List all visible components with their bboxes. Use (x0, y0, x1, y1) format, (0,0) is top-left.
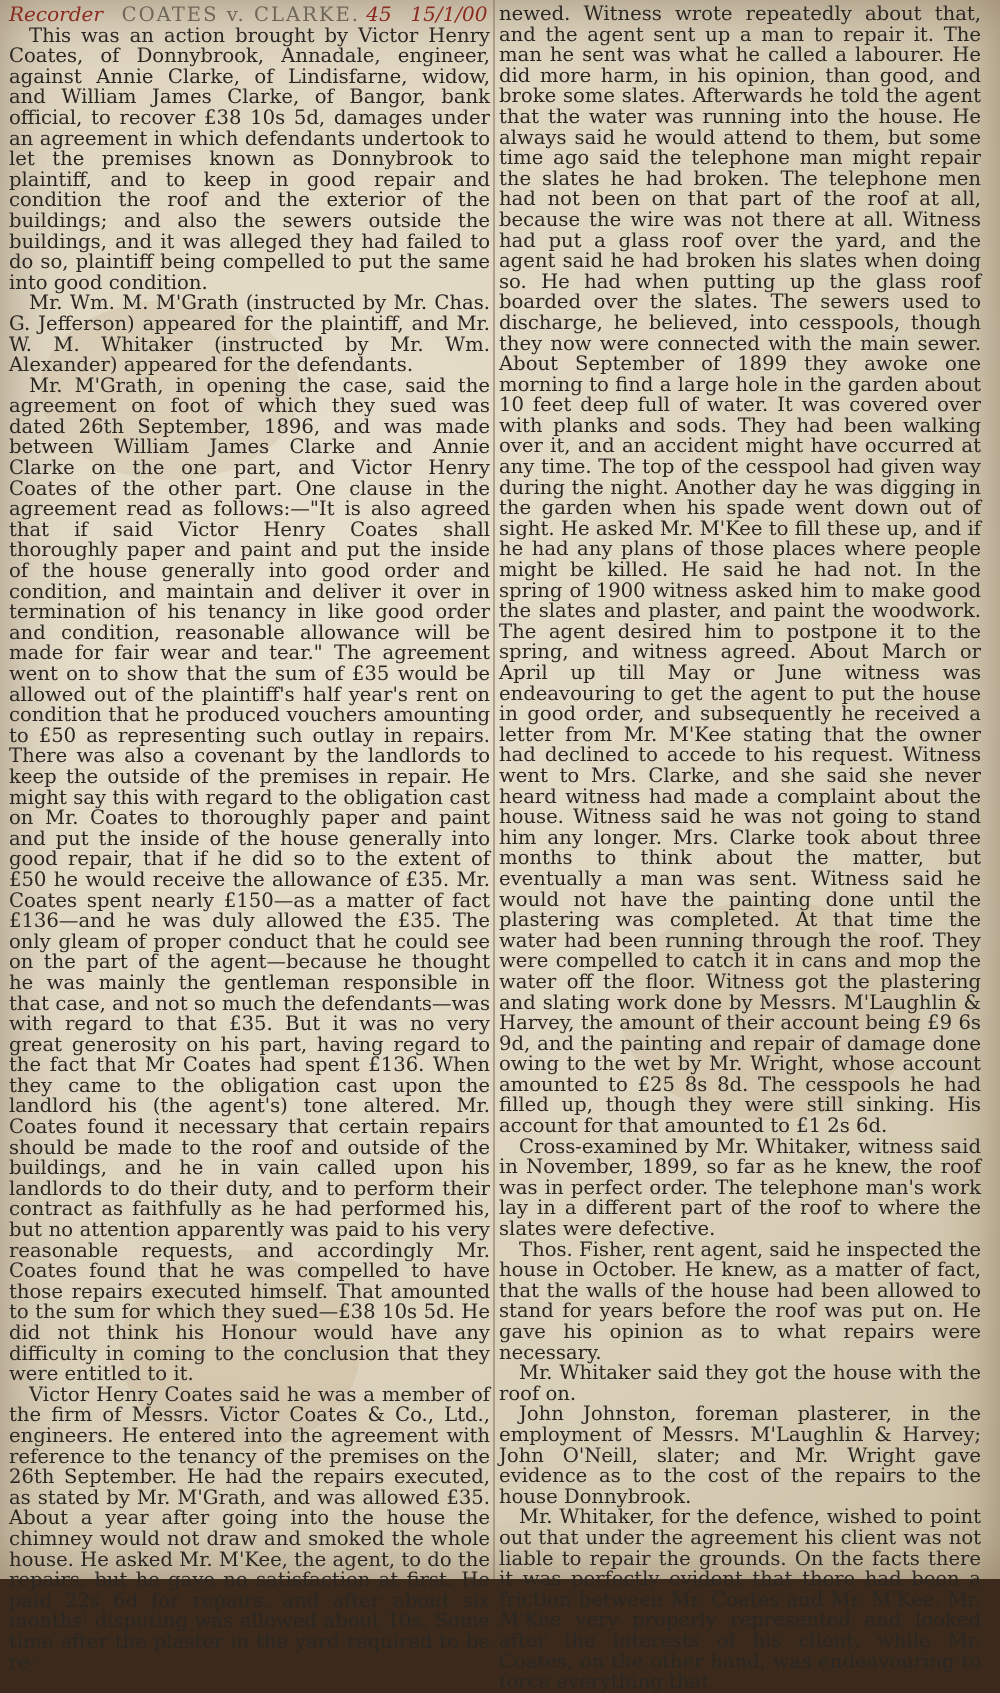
right-column (499, 2, 981, 1693)
handwritten-note-recorder: Recorder (9, 2, 103, 26)
paragraph: This was an action brought by Victor Henry Coates, of Donnybrook, Annadale, engineer, against Annie Clarke, of Lindisfarne, widow, and William James Clarke, of Bangor, bank official, to recover £38 10s 5d, damages under an agreement in which defendants undertook to let the premises known as Donnybrook to plaintiff, and to keep in good repair and condition the roof and the exterior of the buildings; and also the sewers outside the buildings, and it was alleged they had failed to do so, plaintiff being compelled to put the same into good condition. (9, 23, 490, 294)
paragraph: Mr. Whitaker, for the defence, wished to point out that under the agreement his client was not liable to repair the grounds. On the facts there it was perfectly evident that there had been a friction between Mr. Coates and Mr. M'Kee. Mr. M'Kee very properly represented and looked after the interests of his client, while Mr. Coates, on the other hand, was endeavouring to force everything that (499, 1505, 981, 1693)
article-heading (9, 4, 490, 26)
paragraph: Victor Henry Coates said he was a member of the firm of Messrs. Victor Coates & Co., Ltd., engineers. He entered into the agreement with reference to the tenancy of the premises on the 26th September. He had the repairs executed, as stated by Mr. M'Grath, and was allowed £35. About a year after going into the house the chimney would not draw and smoked the whole house. He asked Mr. M'Kee, the agent, to do the repairs, but he gave no satisfaction at first. He paid 22s 6d for repairs, and after about six months' disputing was allowed about 10s. Some time after the plaster in the yard required to be re- (9, 1382, 490, 1674)
paragraph: newed. Witness wrote repeatedly about that, and the agent sent up a man to repair it. The man he sent was what he called a labourer. He did more harm, in his opinion, than good, and broke some slates. Afterwards he told the agent that the water was running into the house. He always said he would attend to them, but some time ago said the telephone man might repair the slates he had broken. The telephone men had not been on that part of the roof at all, because the wire was not there at all. Witness had put a glass roof over the yard, and the agent said he had broken his slates when doing so. He had when putting up the glass roof boarded over the slates. The sewers used to discharge, he believed, into cesspools, though they now were connected with the main sewer. About September of 1899 they awoke one morning to find a large hole in the garden about 10 feet deep full of water. It was covered over with planks and sods. They had been walking over it, and an accident might have occurred at any time. The top of the cesspool had given way during the night. Another day he was digging in the garden when his spade went down out of sight. He asked Mr. M'Kee to fill these up, and if he had any plans of those places where people might be killed. He said he had not. In the spring of 1900 witness asked him to make good the slates and plaster, and paint the woodwork. The agent desired him to postpone it to the spring, and witness agreed. About March or April up till May or June witness was endeavouring to get the agent to put the house in good order, and subsequently he received a letter from Mr. M'Kee stating that the owner had declined to accede to his request. Witness went to Mrs. Clarke, and she said she never heard witness had made a complaint about the house. Witness said he was not going to stand him any longer. Mrs. Clarke took about three months to think about the matter, but eventually a man was sent. Witness said he would not have the painting done until the plastering was completed. At that time the water had been running through the roof. They were compelled to catch it in cans and mop the water off the floor. Witness got the plastering and slating work done by Messrs. M'Laughlin & Harvey, the amount of their account being £9 6s 9d, and the painting and repair of damage done owing to the wet by Mr. Wright, whose account amounted to £25 8s 8d. The cesspools he had filled up, though they were still sinking. His account for that amounted to £1 2s 6d. (499, 2, 981, 1138)
handwritten-number: 45 (366, 2, 392, 26)
case-title: COATES v. CLARKE. (121, 3, 361, 26)
paragraph: Thos. Fisher, rent agent, said he inspected the house in October. He knew, as a matter of fact, that the walls of the house had been allowed to stand for years before the roof was put on. He gave his opinion as to what repairs were necessary. (499, 1237, 981, 1364)
paragraph: Cross-examined by Mr. Whitaker, witness said in November, 1899, so far as he knew, the roof was in perfect order. The telephone man's work lay in a different part of the roof to where the slates were defective. (499, 1134, 981, 1241)
paragraph: Mr. M'Grath, in opening the case, said the agreement on foot of which they sued was dated 26th September, 1896, and was made between William James Clarke and Annie Clarke on the one part, and Victor Henry Coates of the other part. One clause in the agreement read as follows:—"It is also agreed that if said Victor Henry Coates shall thoroughly paper and paint and put the inside of the house generally into good order and condition, and maintain and deliver it over in termination of his tenancy in like good order and condition, reasonable allowance will be made for fair wear and tear." The agreement went on to show that the sum of £35 would be allowed out of the plaintiff's half year's rent on condition that he produced vouchers amounting to £50 as representing such outlay in repairs. There was also a covenant by the landlords to keep the outside of the premises in repair. He might say this with regard to the obligation cast on Mr. Coates to thoroughly paper and paint and put the inside of the house generally into good repair, that if he did so to the extent of £50 he would receive the allowance of £35. Mr. Coates spent nearly £150—as a matter of fact £136—and he was duly allowed the £35. The only gleam of proper conduct that he could see on the part of the agent—because he thought he was mainly the gentleman responsible in that case, and not so much the defendants—was with regard to that £35. But it was no very great generosity on his part, having regard to the fact that Mr Coates had spent £136. When they came to the obligation cast upon the landlord his (the agent's) tone altered. Mr. Coates found it necessary that certain repairs should be made to the roof and outside of the buildings, and he in vain called upon his landlords to do their duty, and to perform their contract as faithfully as he had performed his, but no attention apparently was paid to his very reasonable requests, and accordingly Mr. Coates found that he was compelled to have those repairs executed himself. That amounted to the sum for which they sued—£38 10s 5d. He did not think his Honour would have any difficulty in coming to the conclusion that they were entitled to it. (9, 373, 490, 1386)
left-column (9, 2, 490, 1674)
paragraph: John Johnston, foreman plasterer, in the employment of Messrs. M'Laughlin & Harvey; John O'Neill, slater; and Mr. Wright gave evidence as to the cost of the repairs to the house Donnybrook. (499, 1402, 981, 1508)
paragraph: Mr. Whitaker said they got the house with the roof on. (499, 1361, 981, 1405)
paragraph: Mr. Wm. M. M'Grath (instructed by Mr. Chas. G. Jefferson) appeared for the plaintiff, and Mr. W. M. Whitaker (instructed by Mr. Wm. Alexander) appeared for the defendants. (9, 291, 490, 377)
handwritten-date: 15/1/00 (410, 2, 488, 26)
column-divider (493, 0, 495, 1579)
